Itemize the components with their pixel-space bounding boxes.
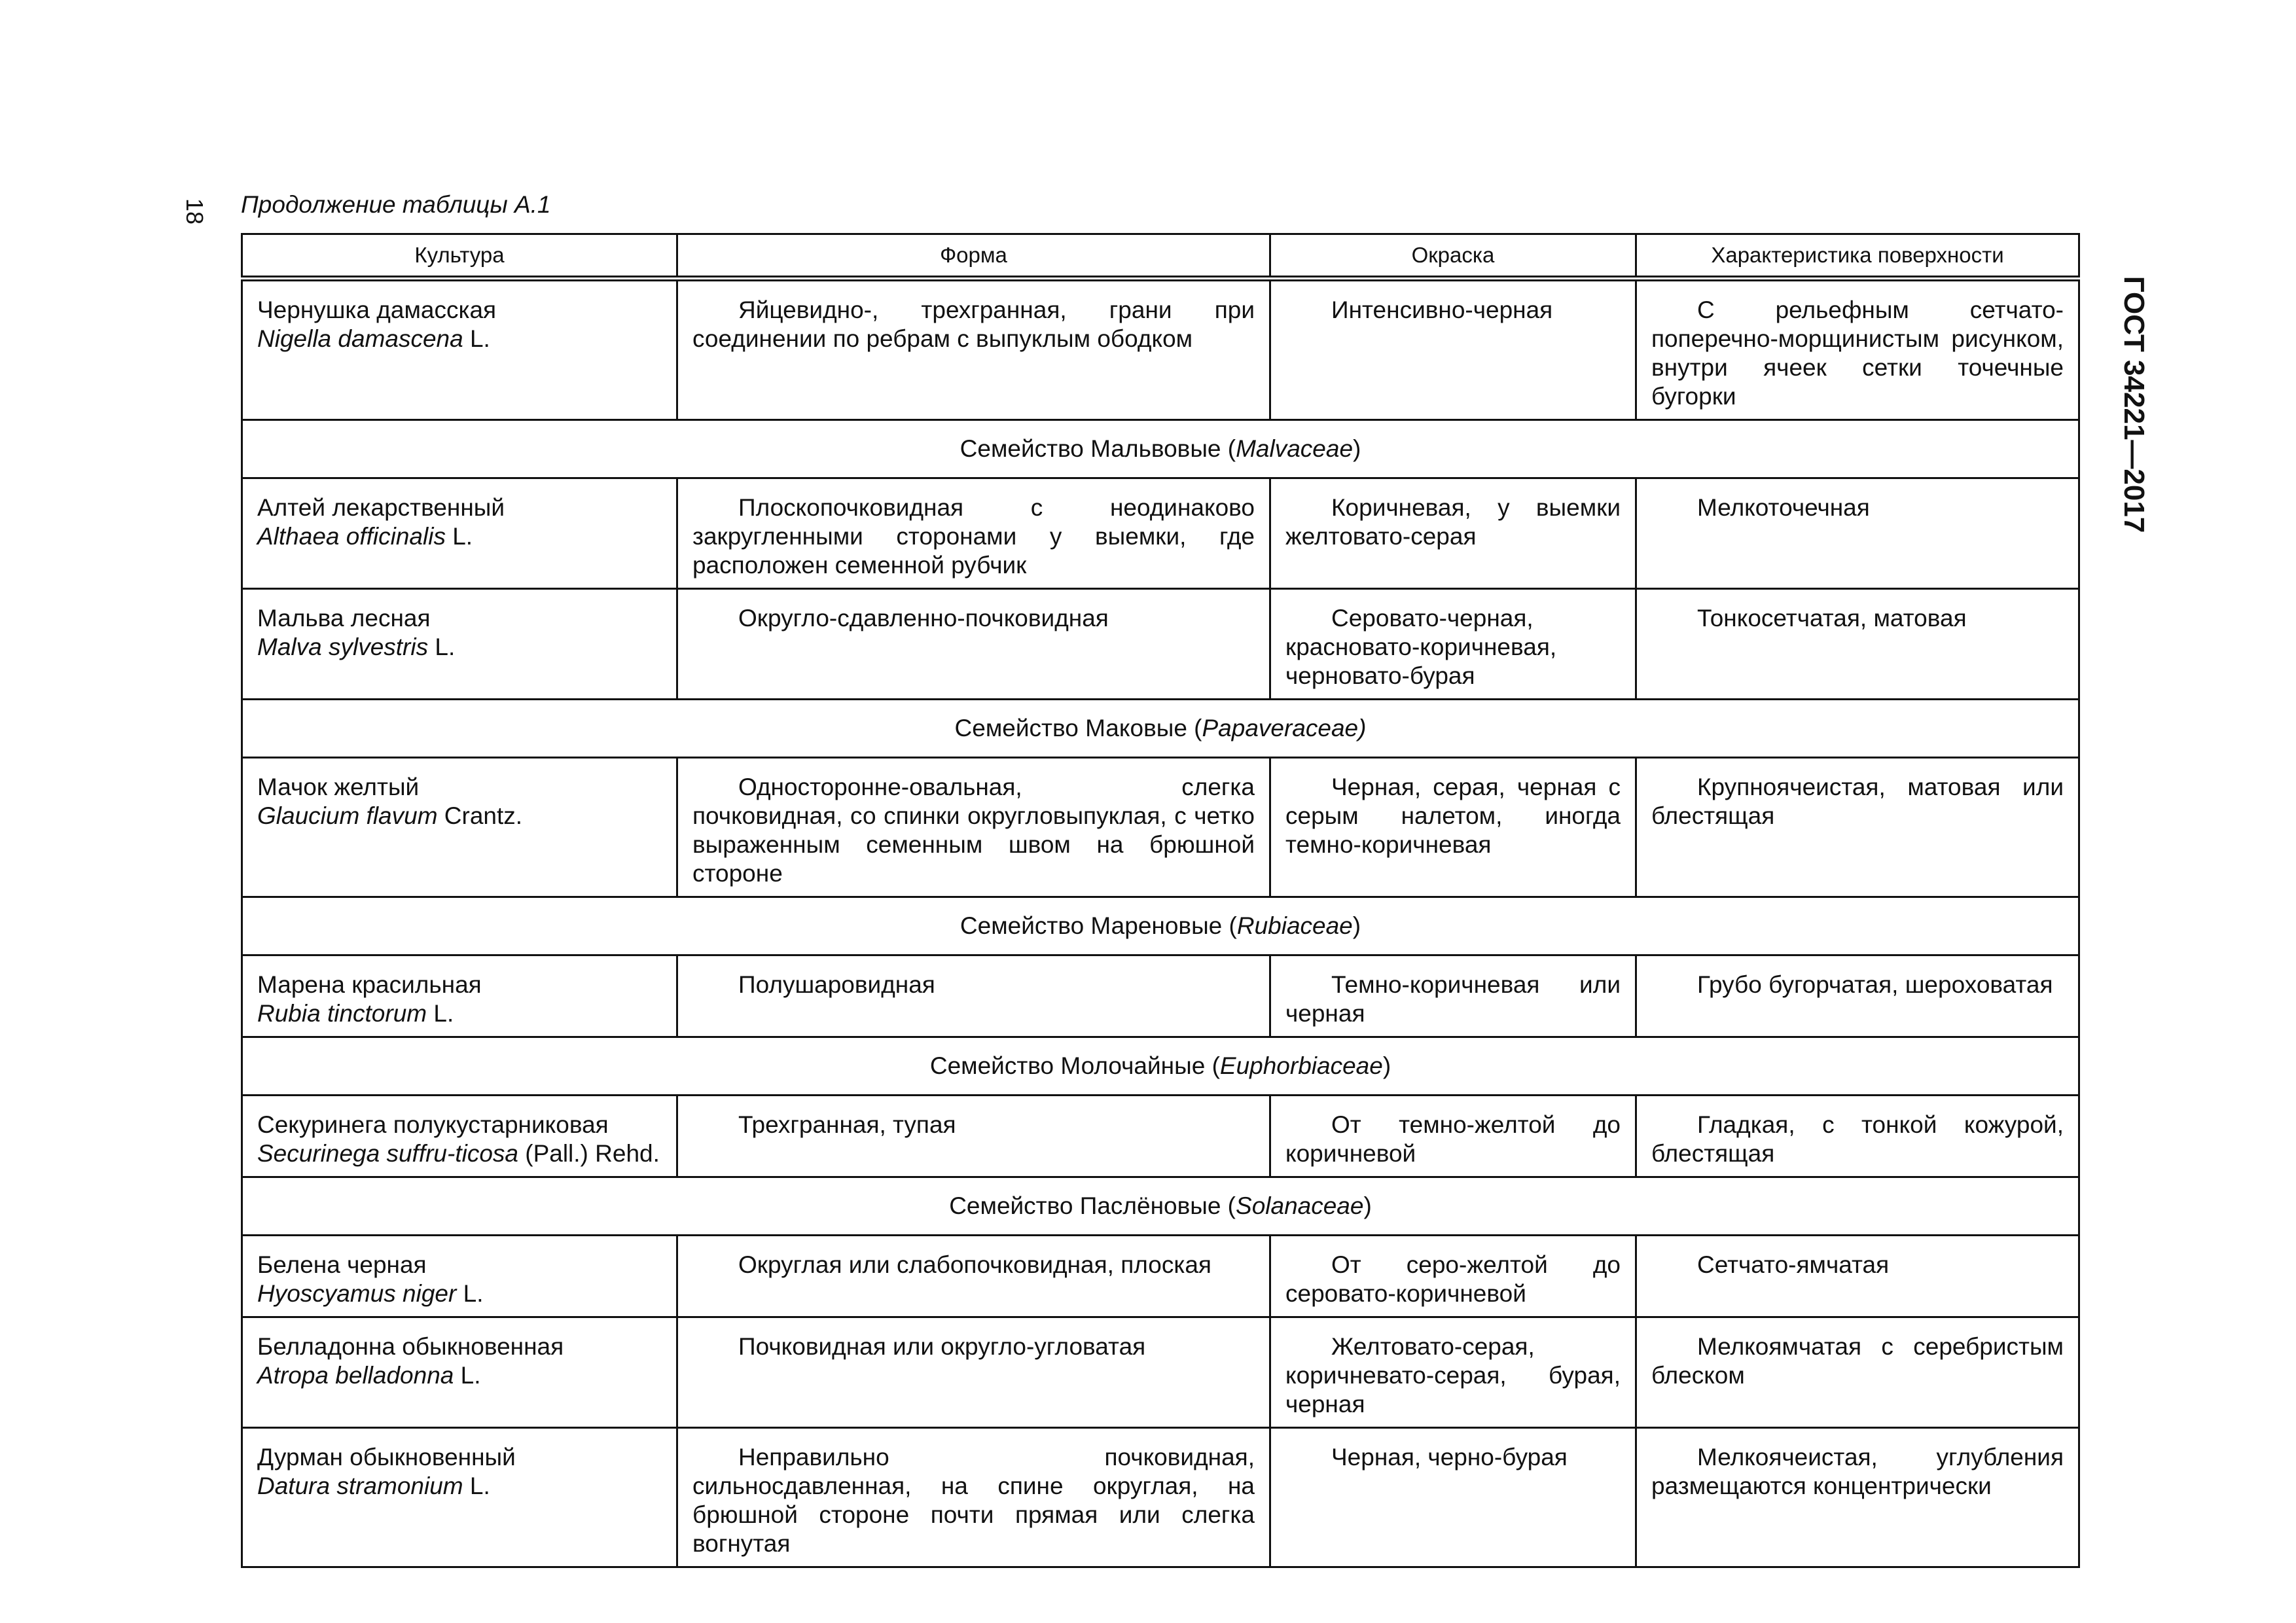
surface-cell bbox=[1636, 1236, 2079, 1317]
surface-cell-text: Сетчато-ямчатая bbox=[1697, 1251, 1890, 1278]
color-cell-text: От темно-желтой до коричневой bbox=[1285, 1111, 1621, 1167]
family-heading bbox=[242, 420, 2079, 478]
culture-author: Crantz. bbox=[437, 802, 523, 829]
shape-cell bbox=[677, 478, 1270, 589]
table-row bbox=[242, 1236, 2079, 1317]
shape-cell bbox=[677, 1317, 1270, 1428]
family-heading bbox=[242, 700, 2079, 758]
shape-cell bbox=[677, 955, 1270, 1037]
table-body bbox=[242, 279, 2079, 1567]
shape-cell-text: Яйцевидно-, трехгранная, грани при соединении по ребрам с выпуклым ободком bbox=[692, 296, 1255, 352]
culture-latin-name: Glaucium flavum bbox=[257, 802, 438, 829]
culture-cell bbox=[242, 589, 677, 700]
culture-latin-line bbox=[257, 633, 662, 662]
culture-latin-line bbox=[257, 1472, 662, 1501]
table-row bbox=[242, 478, 2079, 589]
culture-cell bbox=[242, 1317, 677, 1428]
shape-cell bbox=[677, 279, 1270, 420]
color-cell bbox=[1270, 589, 1636, 700]
header-color: Окраска bbox=[1270, 234, 1636, 279]
color-cell-text: Желтовато-серая, коричневато-серая, бурая, черная bbox=[1285, 1333, 1621, 1418]
shape-cell-text: Почковидная или округло-угловатая bbox=[738, 1333, 1146, 1360]
culture-latin-name: Atropa belladonna bbox=[257, 1362, 454, 1389]
family-row bbox=[242, 1177, 2079, 1236]
culture-common-name: Белладонна обыкновенная bbox=[257, 1333, 564, 1360]
family-name-suffix: ) bbox=[1352, 912, 1361, 939]
shape-cell-text: Неправильно почковидная, сильносдавленная, на спине округлая, на брюшной стороне почти прямая или слегка вогнутая bbox=[692, 1444, 1255, 1557]
culture-latin-line bbox=[257, 1361, 662, 1390]
family-name-ru: Семейство Паслёновые ( bbox=[949, 1192, 1236, 1219]
surface-cell bbox=[1636, 955, 2079, 1037]
culture-cell bbox=[242, 1236, 677, 1317]
family-heading bbox=[242, 1037, 2079, 1096]
shape-cell-text: Округло-сдавленно-почковидная bbox=[738, 605, 1109, 632]
culture-latin-name: Datura stramonium bbox=[257, 1472, 463, 1499]
culture-author: (Pall.) Rehd. bbox=[518, 1140, 660, 1167]
culture-author: L. bbox=[428, 633, 456, 660]
shape-cell-text: Трехгранная, тупая bbox=[738, 1111, 956, 1138]
surface-cell bbox=[1636, 1428, 2079, 1567]
family-row bbox=[242, 897, 2079, 955]
surface-cell-text: Гладкая, с тонкой кожурой, блестящая bbox=[1651, 1111, 2064, 1167]
color-cell-text: Черная, черно-бурая bbox=[1331, 1444, 1568, 1471]
family-name-suffix: ) bbox=[1363, 1192, 1372, 1219]
surface-cell bbox=[1636, 279, 2079, 420]
surface-cell-text: Мелкоячеистая, углубления размещаются концентрически bbox=[1651, 1444, 2064, 1499]
culture-author: L. bbox=[427, 1000, 454, 1027]
color-cell-text: Интенсивно-черная bbox=[1331, 296, 1553, 323]
family-name-ru: Семейство Мальвовые ( bbox=[960, 435, 1236, 462]
color-cell bbox=[1270, 758, 1636, 897]
color-cell bbox=[1270, 1236, 1636, 1317]
culture-latin-line bbox=[257, 522, 662, 551]
shape-cell-text: Односторонне-овальная, слегка почковидная, со спинки округловыпуклая, с четко выраженным семенным швом на брюшной стороне bbox=[692, 774, 1255, 887]
shape-cell bbox=[677, 1096, 1270, 1177]
color-cell-text: Черная, серая, черная с серым налетом, иногда темно-коричневая bbox=[1285, 774, 1621, 858]
culture-latin-name: Rubia tinctorum bbox=[257, 1000, 427, 1027]
family-name-latin: Solanaceae bbox=[1236, 1192, 1364, 1219]
culture-cell bbox=[242, 955, 677, 1037]
table-header-row bbox=[242, 234, 2079, 279]
table-row bbox=[242, 758, 2079, 897]
culture-latin-line bbox=[257, 1139, 662, 1168]
culture-common-name: Мальва лесная bbox=[257, 605, 431, 632]
shape-cell bbox=[677, 1236, 1270, 1317]
color-cell-text: Темно-коричневая или черная bbox=[1285, 971, 1621, 1027]
culture-latin-name: Malva sylvestris bbox=[257, 633, 429, 660]
seed-characteristics-table bbox=[241, 233, 2080, 1568]
family-name-suffix: ) bbox=[1382, 1052, 1391, 1079]
culture-common-name: Чернушка дамасская bbox=[257, 296, 497, 323]
surface-cell-text: Крупноячеистая, матовая или блестящая bbox=[1651, 774, 2064, 829]
surface-cell bbox=[1636, 589, 2079, 700]
table-row bbox=[242, 1096, 2079, 1177]
culture-common-name: Секуринега полукустарниковая bbox=[257, 1111, 609, 1138]
culture-latin-name: Hyoscyamus niger bbox=[257, 1280, 457, 1307]
culture-latin-line bbox=[257, 999, 662, 1028]
table-row bbox=[242, 589, 2079, 700]
family-name-ru: Семейство Маковые ( bbox=[954, 715, 1202, 741]
culture-cell bbox=[242, 279, 677, 420]
surface-cell-text: Тонкосетчатая, матовая bbox=[1697, 605, 1967, 632]
family-name-latin: Malvaceae bbox=[1236, 435, 1354, 462]
table-row bbox=[242, 279, 2079, 420]
color-cell bbox=[1270, 279, 1636, 420]
culture-author: L. bbox=[445, 523, 473, 550]
family-row bbox=[242, 700, 2079, 758]
culture-common-name: Марена красильная bbox=[257, 971, 482, 998]
color-cell bbox=[1270, 955, 1636, 1037]
shape-cell bbox=[677, 1428, 1270, 1567]
culture-cell bbox=[242, 1096, 677, 1177]
culture-author: L. bbox=[463, 1472, 490, 1499]
color-cell-text: От серо-желтой до серовато-коричневой bbox=[1285, 1251, 1621, 1307]
culture-latin-line bbox=[257, 325, 662, 353]
culture-cell bbox=[242, 758, 677, 897]
family-row bbox=[242, 420, 2079, 478]
color-cell-text: Коричневая, у выемки желтовато-серая bbox=[1285, 494, 1621, 550]
color-cell-text: Серовато-черная, красновато-коричневая, черновато-бурая bbox=[1285, 605, 1557, 689]
culture-cell bbox=[242, 1428, 677, 1567]
table-row bbox=[242, 1317, 2079, 1428]
surface-cell-text: Мелкоямчатая с серебристым блеском bbox=[1651, 1333, 2064, 1389]
shape-cell bbox=[677, 758, 1270, 897]
culture-latin-name: Althaea officinalis bbox=[257, 523, 446, 550]
family-name-latin: Papaveraceae) bbox=[1202, 715, 1367, 741]
culture-latin-line bbox=[257, 1279, 662, 1308]
shape-cell bbox=[677, 589, 1270, 700]
header-culture: Культура bbox=[242, 234, 677, 279]
culture-latin-name: Nigella damascena bbox=[257, 325, 463, 352]
header-shape: Форма bbox=[677, 234, 1270, 279]
surface-cell bbox=[1636, 758, 2079, 897]
family-heading bbox=[242, 897, 2079, 955]
culture-author: L. bbox=[463, 325, 490, 352]
color-cell bbox=[1270, 1096, 1636, 1177]
table-row bbox=[242, 1428, 2079, 1567]
family-row bbox=[242, 1037, 2079, 1096]
family-heading bbox=[242, 1177, 2079, 1236]
table-continuation-caption: Продолжение таблицы А.1 bbox=[241, 191, 551, 218]
family-name-suffix: ) bbox=[1353, 435, 1361, 462]
culture-latin-name: Securinega suffru-ticosa bbox=[257, 1140, 518, 1167]
table-row bbox=[242, 955, 2079, 1037]
family-name-latin: Rubiaceae bbox=[1236, 912, 1353, 939]
surface-cell-text: С рельефным сетчато-поперечно-морщинистым рисунком, внутри ячеек сетки точечные бугорки bbox=[1651, 296, 2064, 410]
surface-cell bbox=[1636, 478, 2079, 589]
shape-cell-text: Плоскопочковидная с неодинаково закругленными сторонами у выемки, где расположен семенной рубчик bbox=[692, 494, 1255, 579]
surface-cell bbox=[1636, 1096, 2079, 1177]
family-name-ru: Семейство Молочайные ( bbox=[929, 1052, 1220, 1079]
standard-code: ГОСТ 34221—2017 bbox=[2118, 276, 2150, 533]
culture-cell bbox=[242, 478, 677, 589]
culture-common-name: Мачок желтый bbox=[257, 774, 420, 800]
surface-cell-text: Грубо бугорчатая, шероховатая bbox=[1697, 971, 2053, 998]
culture-common-name: Дурман обыкновенный bbox=[257, 1444, 516, 1471]
culture-author: L. bbox=[456, 1280, 484, 1307]
family-name-ru: Семейство Мареновые ( bbox=[960, 912, 1237, 939]
shape-cell-text: Полушаровидная bbox=[738, 971, 935, 998]
header-surface: Характеристика поверхности bbox=[1636, 234, 2079, 279]
color-cell bbox=[1270, 1428, 1636, 1567]
culture-author: L. bbox=[454, 1362, 481, 1389]
family-name-latin: Euphorbiaceae bbox=[1219, 1052, 1383, 1079]
color-cell bbox=[1270, 478, 1636, 589]
surface-cell-text: Мелкоточечная bbox=[1697, 494, 1870, 521]
culture-latin-line bbox=[257, 802, 662, 830]
shape-cell-text: Округлая или слабопочковидная, плоская bbox=[738, 1251, 1211, 1278]
culture-common-name: Алтей лекарственный bbox=[257, 494, 505, 521]
page-number: 18 bbox=[181, 198, 208, 225]
culture-common-name: Белена черная bbox=[257, 1251, 427, 1278]
surface-cell bbox=[1636, 1317, 2079, 1428]
color-cell bbox=[1270, 1317, 1636, 1428]
